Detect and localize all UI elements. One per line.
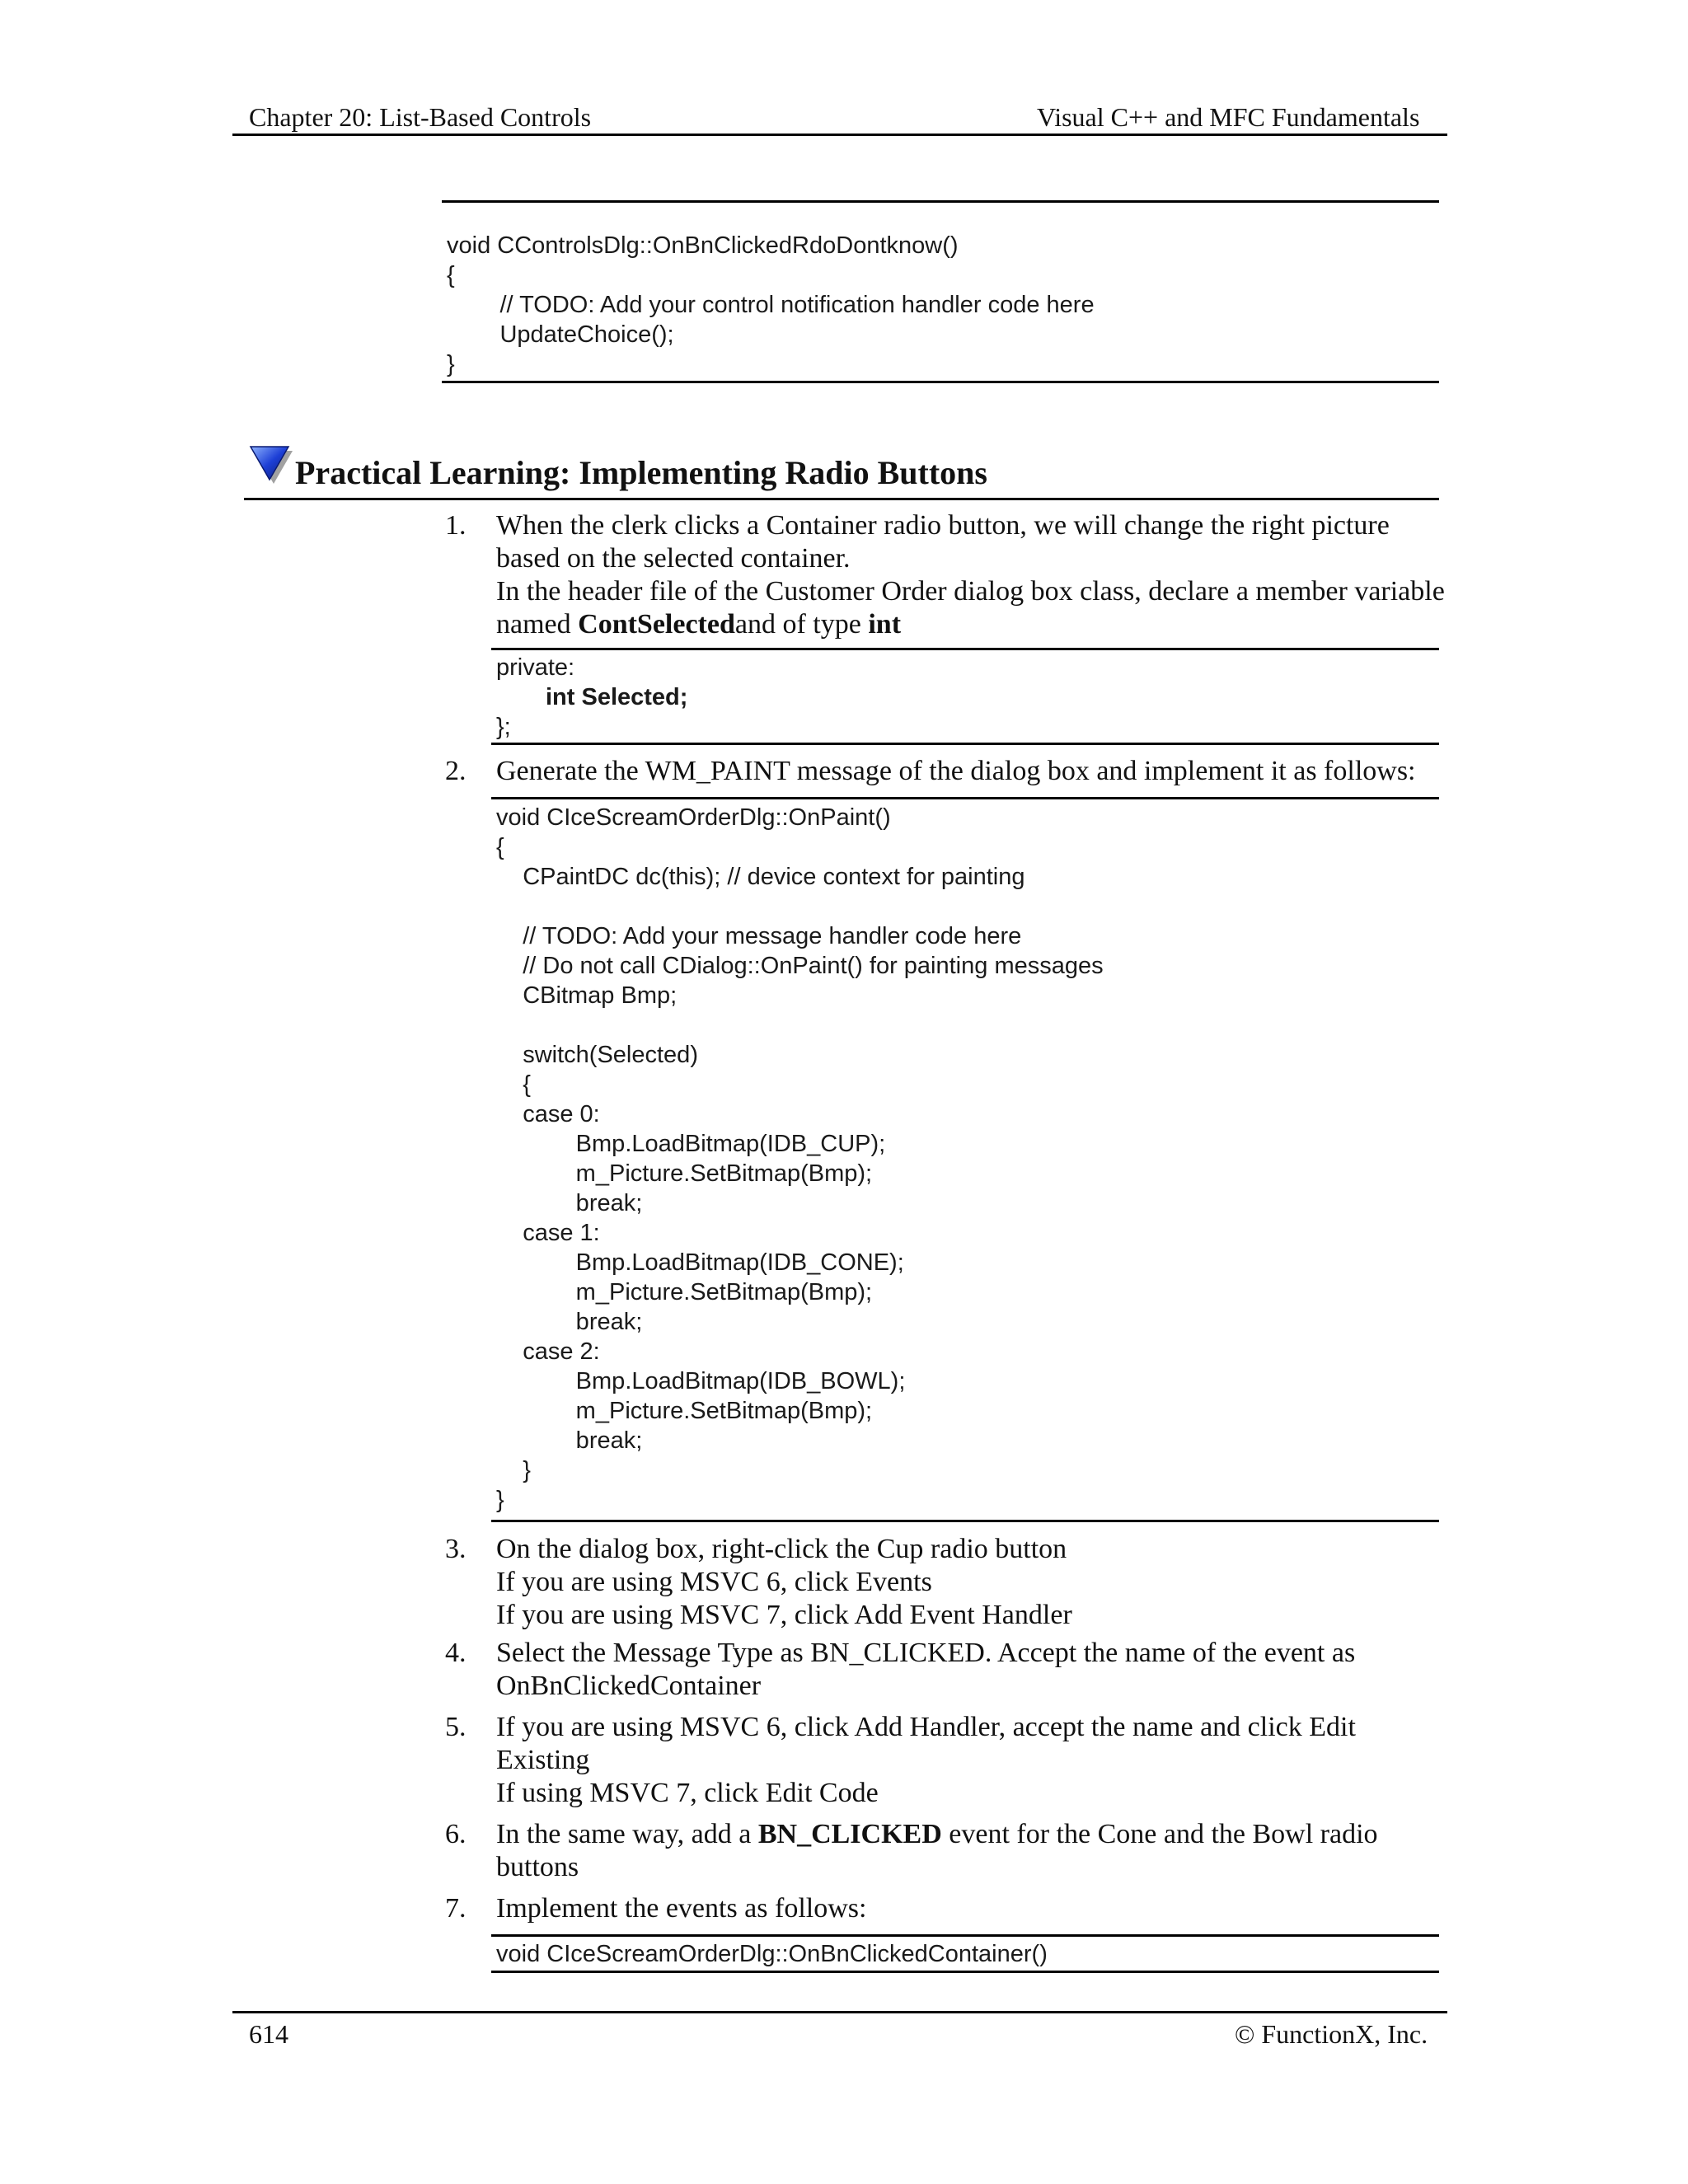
page-number: 614 (249, 2019, 288, 2049)
code-block-2 (496, 803, 1104, 1515)
code-line: break; (496, 1309, 643, 1335)
code1-rule-start (491, 648, 1439, 650)
header-rule (232, 134, 1447, 136)
step-4-text (496, 1637, 1355, 1703)
code-line: UpdateChoice(); (447, 321, 674, 348)
text-span: named (496, 609, 579, 640)
step-text-line: buttons (496, 1852, 579, 1882)
code-line: Bmp.LoadBitmap(IDB_BOWL); (496, 1368, 906, 1394)
step-number: 7. (445, 1893, 467, 1924)
code-block-1 (496, 653, 687, 742)
step-1-text (496, 509, 1445, 641)
step-text-line: If using MSVC 7, click Edit Code (496, 1778, 879, 1808)
code-line: { (447, 262, 455, 288)
code-top-rule-end (442, 381, 1439, 383)
code-line: { (496, 1071, 531, 1098)
code-line: }; (496, 714, 511, 740)
code-line: // TODO: Add your control notification handler code here (447, 292, 1095, 318)
text-span: In the same way, add a (496, 1819, 758, 1849)
code-line: Bmp.LoadBitmap(IDB_CONE); (496, 1249, 904, 1276)
blue-triangle-icon (249, 445, 293, 485)
code-line: void CIceScreamOrderDlg::OnPaint() (496, 804, 891, 831)
code-line: private: (496, 654, 575, 681)
code-line: break; (496, 1427, 643, 1454)
code-line: break; (496, 1190, 643, 1216)
step-text-line: In the header file of the Customer Order dialog box class, declare a member variable (496, 576, 1445, 607)
step-3-text (496, 1533, 1072, 1632)
code-line: { (496, 834, 504, 860)
code-line: // Do not call CDialog::OnPaint() for painting messages (496, 953, 1104, 979)
section-rule (244, 498, 1439, 500)
footer-rule (232, 2011, 1447, 2013)
step-text-line: On the dialog box, right-click the Cup radio button (496, 1534, 1067, 1564)
bold-text: int (868, 609, 902, 640)
code-line: CBitmap Bmp; (496, 982, 678, 1009)
bold-text: ContSelected (578, 609, 735, 640)
code-line: } (496, 1487, 504, 1513)
step-text-line: If you are using MSVC 6, click Events (496, 1567, 932, 1597)
code1-rule-end (491, 743, 1439, 745)
step-text-line (496, 608, 1445, 641)
code-line: void CControlsDlg::OnBnClickedRdoDontknow() (447, 232, 959, 259)
step-number: 3. (445, 1534, 467, 1564)
step-number: 4. (445, 1638, 467, 1668)
code-line: } (496, 1457, 531, 1483)
code-line (496, 1010, 1104, 1040)
step-text-line: If you are using MSVC 6, click Add Handler, accept the name and click Edit (496, 1712, 1356, 1742)
code3-rule-end (491, 1971, 1439, 1973)
step-text-line: OnBnClickedContainer (496, 1671, 762, 1701)
code-line: } (447, 351, 455, 377)
step-number: 2. (445, 756, 467, 786)
text-span: event for the Cone and the Bowl radio (941, 1819, 1378, 1849)
code-line: Bmp.LoadBitmap(IDB_CUP); (496, 1131, 886, 1157)
footer-copyright: © FunctionX, Inc. (1235, 2019, 1428, 2049)
step-text-line: based on the selected container. (496, 543, 851, 574)
bold-text: BN_CLICKED (757, 1819, 942, 1849)
code-line: switch(Selected) (496, 1042, 698, 1068)
step-6-text (496, 1818, 1378, 1884)
code-line: m_Picture.SetBitmap(Bmp); (496, 1279, 873, 1305)
step-text-line: When the clerk clicks a Container radio button, we will change the right picture (496, 510, 1390, 541)
code3-rule-start (491, 1934, 1439, 1937)
code-line: case 1: (496, 1220, 600, 1246)
code-line: case 0: (496, 1101, 600, 1127)
code-line: void CIceScreamOrderDlg::OnBnClickedContainer() (496, 1941, 1048, 1967)
code2-rule-start (491, 797, 1439, 799)
code-line (496, 892, 1104, 921)
step-number: 5. (445, 1712, 467, 1742)
step-7-text: Implement the events as follows: (496, 1893, 867, 1924)
code-line: // TODO: Add your message handler code here (496, 923, 1022, 949)
code-block-top (447, 231, 1095, 379)
code-line: m_Picture.SetBitmap(Bmp); (496, 1398, 873, 1424)
code-line: int Selected; (546, 684, 688, 710)
step-2-text: Generate the WM_PAINT message of the dialog box and implement it as follows: (496, 756, 1416, 786)
code-top-rule-start (442, 200, 1439, 203)
header-book-title: Visual C++ and MFC Fundamentals (1037, 102, 1420, 132)
step-number: 6. (445, 1819, 467, 1849)
section-title: Practical Learning: Implementing Radio Buttons (295, 454, 987, 491)
code-line: case 2: (496, 1338, 600, 1365)
header-chapter: Chapter 20: List-Based Controls (249, 102, 592, 132)
text-span: and of type (734, 609, 869, 640)
code-line: CPaintDC dc(this); // device context for painting (496, 864, 1025, 890)
step-text-line: Existing (496, 1745, 590, 1775)
code-line: m_Picture.SetBitmap(Bmp); (496, 1160, 873, 1187)
step-text-line: Select the Message Type as BN_CLICKED. Accept the name of the event as (496, 1638, 1356, 1668)
step-text-line (496, 1818, 1378, 1851)
step-number: 1. (445, 510, 467, 541)
code2-rule-end (491, 1520, 1439, 1522)
step-5-text (496, 1711, 1356, 1810)
step-text-line: If you are using MSVC 7, click Add Event Handler (496, 1600, 1072, 1630)
